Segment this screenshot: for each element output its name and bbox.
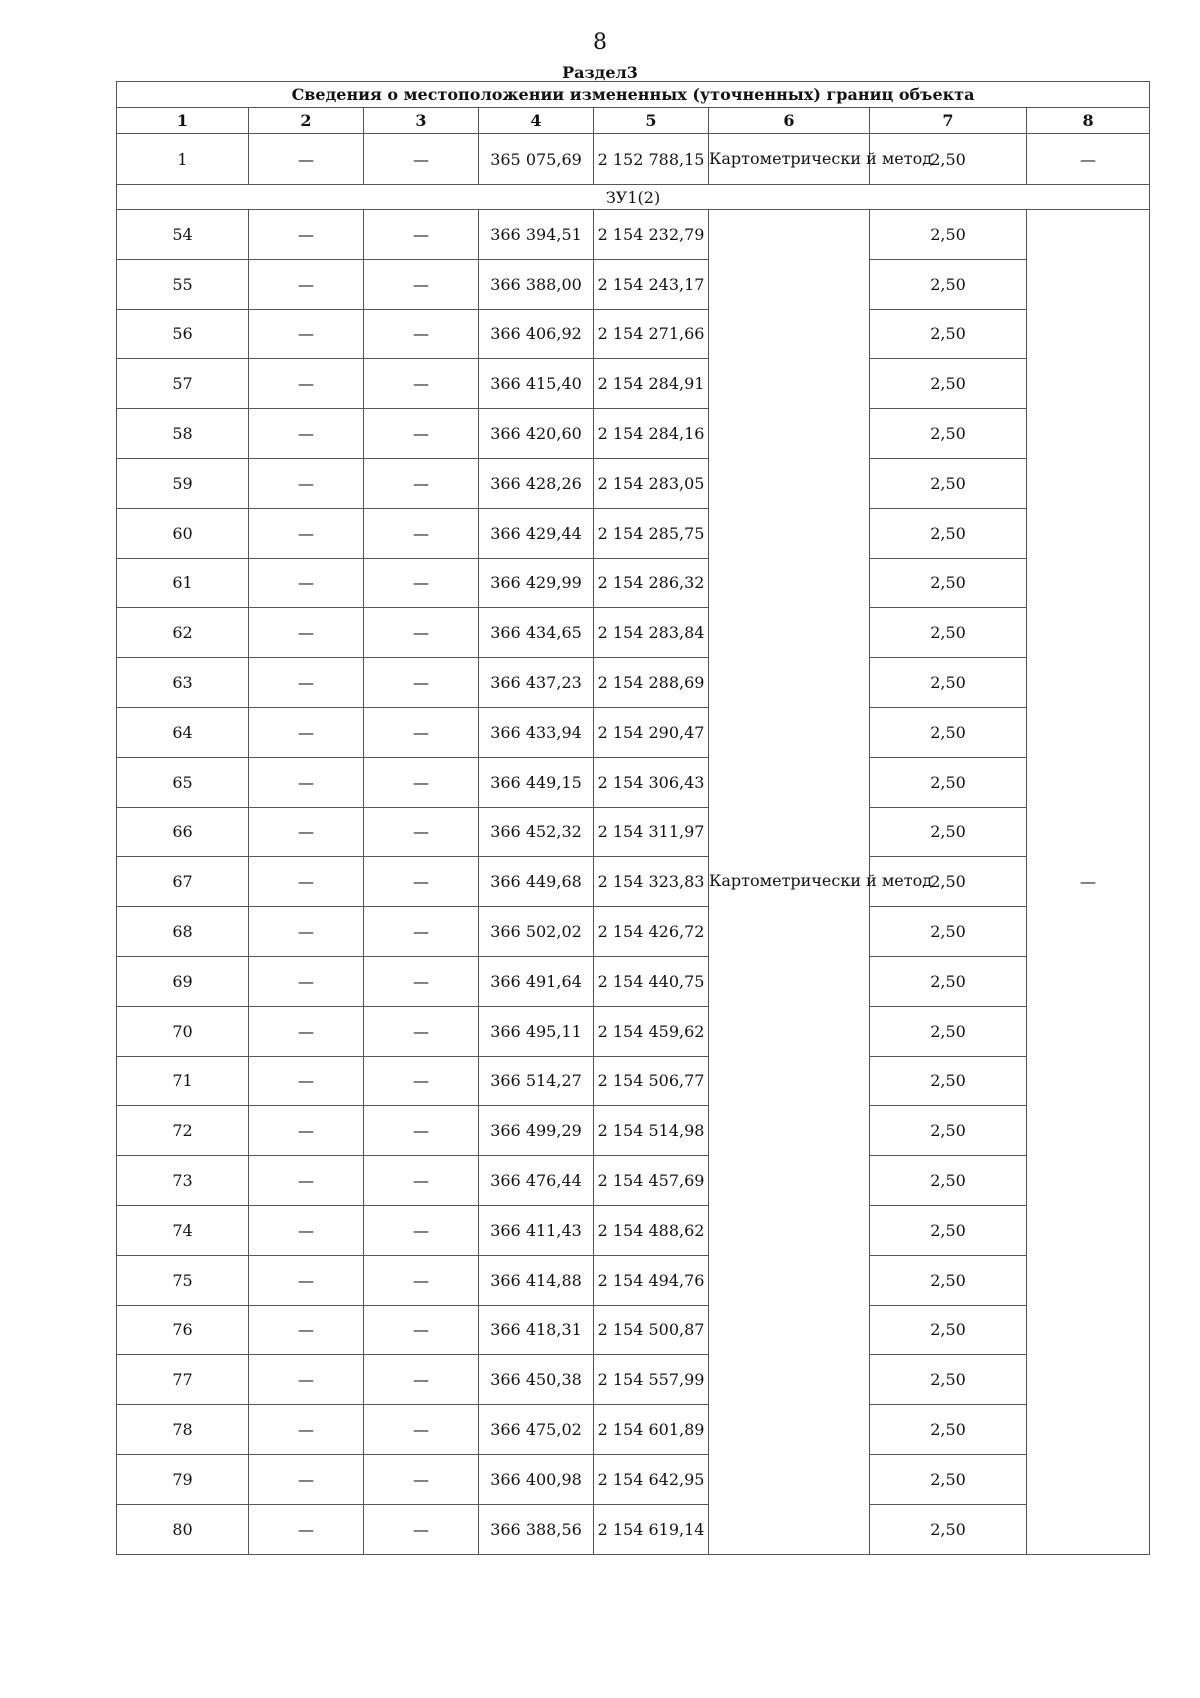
column-number: 1 [117,108,249,134]
empty-dash: — [364,807,479,857]
coordinate-x: 366 452,32 [479,807,594,857]
column-number-row [117,108,1150,134]
coordinate-x: 366 437,23 [479,658,594,708]
accuracy-value: 2,50 [870,134,1027,185]
empty-dash: — [249,1255,364,1305]
accuracy-value: 2,50 [870,558,1027,608]
coordinate-x: 366 499,29 [479,1106,594,1156]
point-number: 66 [117,807,249,857]
table-row [117,1255,1150,1305]
empty-dash: — [249,1106,364,1156]
empty-dash: — [364,1355,479,1405]
point-number: 80 [117,1504,249,1554]
accuracy-value: 2,50 [870,359,1027,409]
coordinate-x: 366 414,88 [479,1255,594,1305]
table-row [117,309,1150,359]
coordinate-y: 2 154 283,05 [594,458,709,508]
point-number: 59 [117,458,249,508]
point-number: 57 [117,359,249,409]
coordinate-x: 366 411,43 [479,1205,594,1255]
table-row [117,1006,1150,1056]
coordinate-x: 366 449,68 [479,857,594,907]
coordinate-y: 2 154 514,98 [594,1106,709,1156]
accuracy-value: 2,50 [870,309,1027,359]
point-number: 58 [117,409,249,459]
coordinate-x: 366 475,02 [479,1405,594,1455]
table-row [117,658,1150,708]
group-label-row [117,185,1150,210]
accuracy-value: 2,50 [870,1405,1027,1455]
column-number: 6 [709,108,870,134]
empty-dash: — [364,956,479,1006]
empty-dash: — [364,1454,479,1504]
table-row [117,608,1150,658]
coordinate-x: 366 476,44 [479,1156,594,1206]
empty-dash: — [249,956,364,1006]
accuracy-value: 2,50 [870,907,1027,957]
empty-dash: — [249,309,364,359]
empty-dash: — [249,1504,364,1554]
point-number: 62 [117,608,249,658]
table-caption-row [117,82,1150,108]
accuracy-value: 2,50 [870,807,1027,857]
accuracy-value: 2,50 [870,956,1027,1006]
empty-dash: — [249,458,364,508]
point-number: 70 [117,1006,249,1056]
table-row [117,558,1150,608]
accuracy-value: 2,50 [870,1006,1027,1056]
empty-dash: — [364,409,479,459]
coordinate-y: 2 154 283,84 [594,608,709,658]
empty-dash: — [364,259,479,309]
empty-dash: — [249,1156,364,1206]
empty-dash: — [364,907,479,957]
accuracy-value: 2,50 [870,210,1027,260]
empty-dash: — [249,210,364,260]
coordinate-y: 2 154 232,79 [594,210,709,260]
table-row [117,1056,1150,1106]
column-number: 8 [1027,108,1150,134]
coordinate-y: 2 154 323,83 [594,857,709,907]
point-number: 71 [117,1056,249,1106]
table-row [117,907,1150,957]
empty-dash: — [249,1305,364,1355]
table-row [117,458,1150,508]
accuracy-value: 2,50 [870,608,1027,658]
empty-dash: — [364,707,479,757]
table-row [117,1156,1150,1206]
empty-dash: — [249,359,364,409]
coordinate-x: 366 415,40 [479,359,594,409]
coordinate-x: 366 495,11 [479,1006,594,1056]
empty-dash: — [249,1454,364,1504]
empty-dash: — [364,1405,479,1455]
empty-dash: — [249,409,364,459]
empty-dash: — [1027,210,1150,1555]
empty-dash: — [364,757,479,807]
empty-dash: — [364,1006,479,1056]
empty-dash: — [249,857,364,907]
point-number: 68 [117,907,249,957]
empty-dash: — [364,857,479,907]
coordinate-y: 2 154 642,95 [594,1454,709,1504]
page-number: 8 [593,30,607,55]
accuracy-value: 2,50 [870,508,1027,558]
empty-dash: — [364,1156,479,1206]
coordinate-y: 2 152 788,15 [594,134,709,185]
coordinate-x: 366 400,98 [479,1454,594,1504]
coordinate-x: 366 450,38 [479,1355,594,1405]
empty-dash: — [249,658,364,708]
coordinate-x: 366 429,99 [479,558,594,608]
table-row [117,259,1150,309]
empty-dash: — [249,1006,364,1056]
empty-dash: — [364,134,479,185]
method-cell: Картометрически й метод [709,134,870,185]
accuracy-value: 2,50 [870,1305,1027,1355]
coordinate-y: 2 154 601,89 [594,1405,709,1455]
table-row [117,807,1150,857]
column-number: 3 [364,108,479,134]
accuracy-value: 2,50 [870,1106,1027,1156]
accuracy-value: 2,50 [870,857,1027,907]
empty-dash: — [364,458,479,508]
table-row [117,1454,1150,1504]
empty-dash: — [364,608,479,658]
coordinate-y: 2 154 426,72 [594,907,709,957]
coordinate-x: 366 502,02 [479,907,594,957]
coordinate-y: 2 154 306,43 [594,757,709,807]
accuracy-value: 2,50 [870,757,1027,807]
coordinate-x: 366 394,51 [479,210,594,260]
coordinate-x: 365 075,69 [479,134,594,185]
table-row [117,359,1150,409]
accuracy-value: 2,50 [870,1205,1027,1255]
empty-dash: — [249,1355,364,1405]
table-row [117,1355,1150,1405]
table-row [117,1405,1150,1455]
table-row [117,508,1150,558]
point-number: 73 [117,1156,249,1206]
point-number: 1 [117,134,249,185]
coordinate-x: 366 428,26 [479,458,594,508]
point-number: 76 [117,1305,249,1355]
accuracy-value: 2,50 [870,1255,1027,1305]
empty-dash: — [364,210,479,260]
point-number: 65 [117,757,249,807]
coordinate-x: 366 418,31 [479,1305,594,1355]
coordinate-y: 2 154 500,87 [594,1305,709,1355]
coordinate-x: 366 514,27 [479,1056,594,1106]
empty-dash: — [249,1405,364,1455]
accuracy-value: 2,50 [870,1355,1027,1405]
coordinate-y: 2 154 457,69 [594,1156,709,1206]
point-number: 75 [117,1255,249,1305]
coordinate-y: 2 154 557,99 [594,1355,709,1405]
table-row [117,1504,1150,1554]
coordinate-x: 366 420,60 [479,409,594,459]
empty-dash: — [249,1056,364,1106]
point-number: 64 [117,707,249,757]
point-number: 56 [117,309,249,359]
column-number: 2 [249,108,364,134]
coordinate-x: 366 388,00 [479,259,594,309]
coordinate-x: 366 388,56 [479,1504,594,1554]
empty-dash: — [249,558,364,608]
empty-dash: — [249,807,364,857]
empty-dash: — [364,1504,479,1554]
coordinate-y: 2 154 271,66 [594,309,709,359]
table-row [117,1305,1150,1355]
empty-dash: — [249,757,364,807]
point-number: 61 [117,558,249,608]
column-number: 5 [594,108,709,134]
accuracy-value: 2,50 [870,458,1027,508]
accuracy-value: 2,50 [870,658,1027,708]
accuracy-value: 2,50 [870,1454,1027,1504]
coordinate-y: 2 154 288,69 [594,658,709,708]
point-number: 55 [117,259,249,309]
table-row [117,409,1150,459]
coordinate-y: 2 154 459,62 [594,1006,709,1056]
coordinate-y: 2 154 440,75 [594,956,709,1006]
accuracy-value: 2,50 [870,259,1027,309]
point-number: 54 [117,210,249,260]
point-number: 74 [117,1205,249,1255]
table-caption: Сведения о местоположении измененных (уточненных) границ объекта [117,82,1150,108]
accuracy-value: 2,50 [870,409,1027,459]
table-row [117,134,1150,185]
coordinate-x: 366 491,64 [479,956,594,1006]
column-number: 4 [479,108,594,134]
table-row [117,707,1150,757]
empty-dash: — [249,707,364,757]
point-number: 79 [117,1454,249,1504]
method-cell: Картометрически й метод [709,210,870,1555]
coordinate-y: 2 154 506,77 [594,1056,709,1106]
coordinate-y: 2 154 286,32 [594,558,709,608]
table-row [117,210,1150,260]
empty-dash: — [249,259,364,309]
empty-dash: — [249,907,364,957]
empty-dash: — [364,1255,479,1305]
empty-dash: — [364,558,479,608]
coordinate-y: 2 154 284,16 [594,409,709,459]
table-row [117,757,1150,807]
coordinate-x: 366 406,92 [479,309,594,359]
empty-dash: — [249,608,364,658]
coordinate-x: 366 433,94 [479,707,594,757]
coordinate-y: 2 154 619,14 [594,1504,709,1554]
coordinate-y: 2 154 494,76 [594,1255,709,1305]
accuracy-value: 2,50 [870,1056,1027,1106]
point-number: 69 [117,956,249,1006]
empty-dash: — [364,1056,479,1106]
coordinate-x: 366 434,65 [479,608,594,658]
point-number: 78 [117,1405,249,1455]
column-number: 7 [870,108,1027,134]
empty-dash: — [249,1205,364,1255]
point-number: 72 [117,1106,249,1156]
empty-dash: — [364,658,479,708]
coordinate-y: 2 154 284,91 [594,359,709,409]
coordinate-y: 2 154 290,47 [594,707,709,757]
empty-dash: — [249,134,364,185]
point-number: 63 [117,658,249,708]
coordinate-y: 2 154 285,75 [594,508,709,558]
table-row [117,1106,1150,1156]
empty-dash: — [364,359,479,409]
group-label: ЗУ1(2) [117,185,1150,210]
accuracy-value: 2,50 [870,1504,1027,1554]
coordinate-y: 2 154 243,17 [594,259,709,309]
coordinate-y: 2 154 488,62 [594,1205,709,1255]
empty-dash: — [364,1305,479,1355]
table-row [117,956,1150,1006]
point-number: 77 [117,1355,249,1405]
empty-dash: — [364,309,479,359]
point-number: 60 [117,508,249,558]
section-title: Раздел3 [562,63,638,82]
point-number: 67 [117,857,249,907]
coordinate-x: 366 429,44 [479,508,594,558]
accuracy-value: 2,50 [870,707,1027,757]
accuracy-value: 2,50 [870,1156,1027,1206]
table-row [117,1205,1150,1255]
empty-dash: — [364,1106,479,1156]
empty-dash: — [364,1205,479,1255]
empty-dash: — [249,508,364,558]
coordinate-y: 2 154 311,97 [594,807,709,857]
empty-dash: — [364,508,479,558]
coordinates-table [116,81,1150,1555]
table-row [117,857,1150,907]
empty-dash: — [1027,134,1150,185]
coordinate-x: 366 449,15 [479,757,594,807]
